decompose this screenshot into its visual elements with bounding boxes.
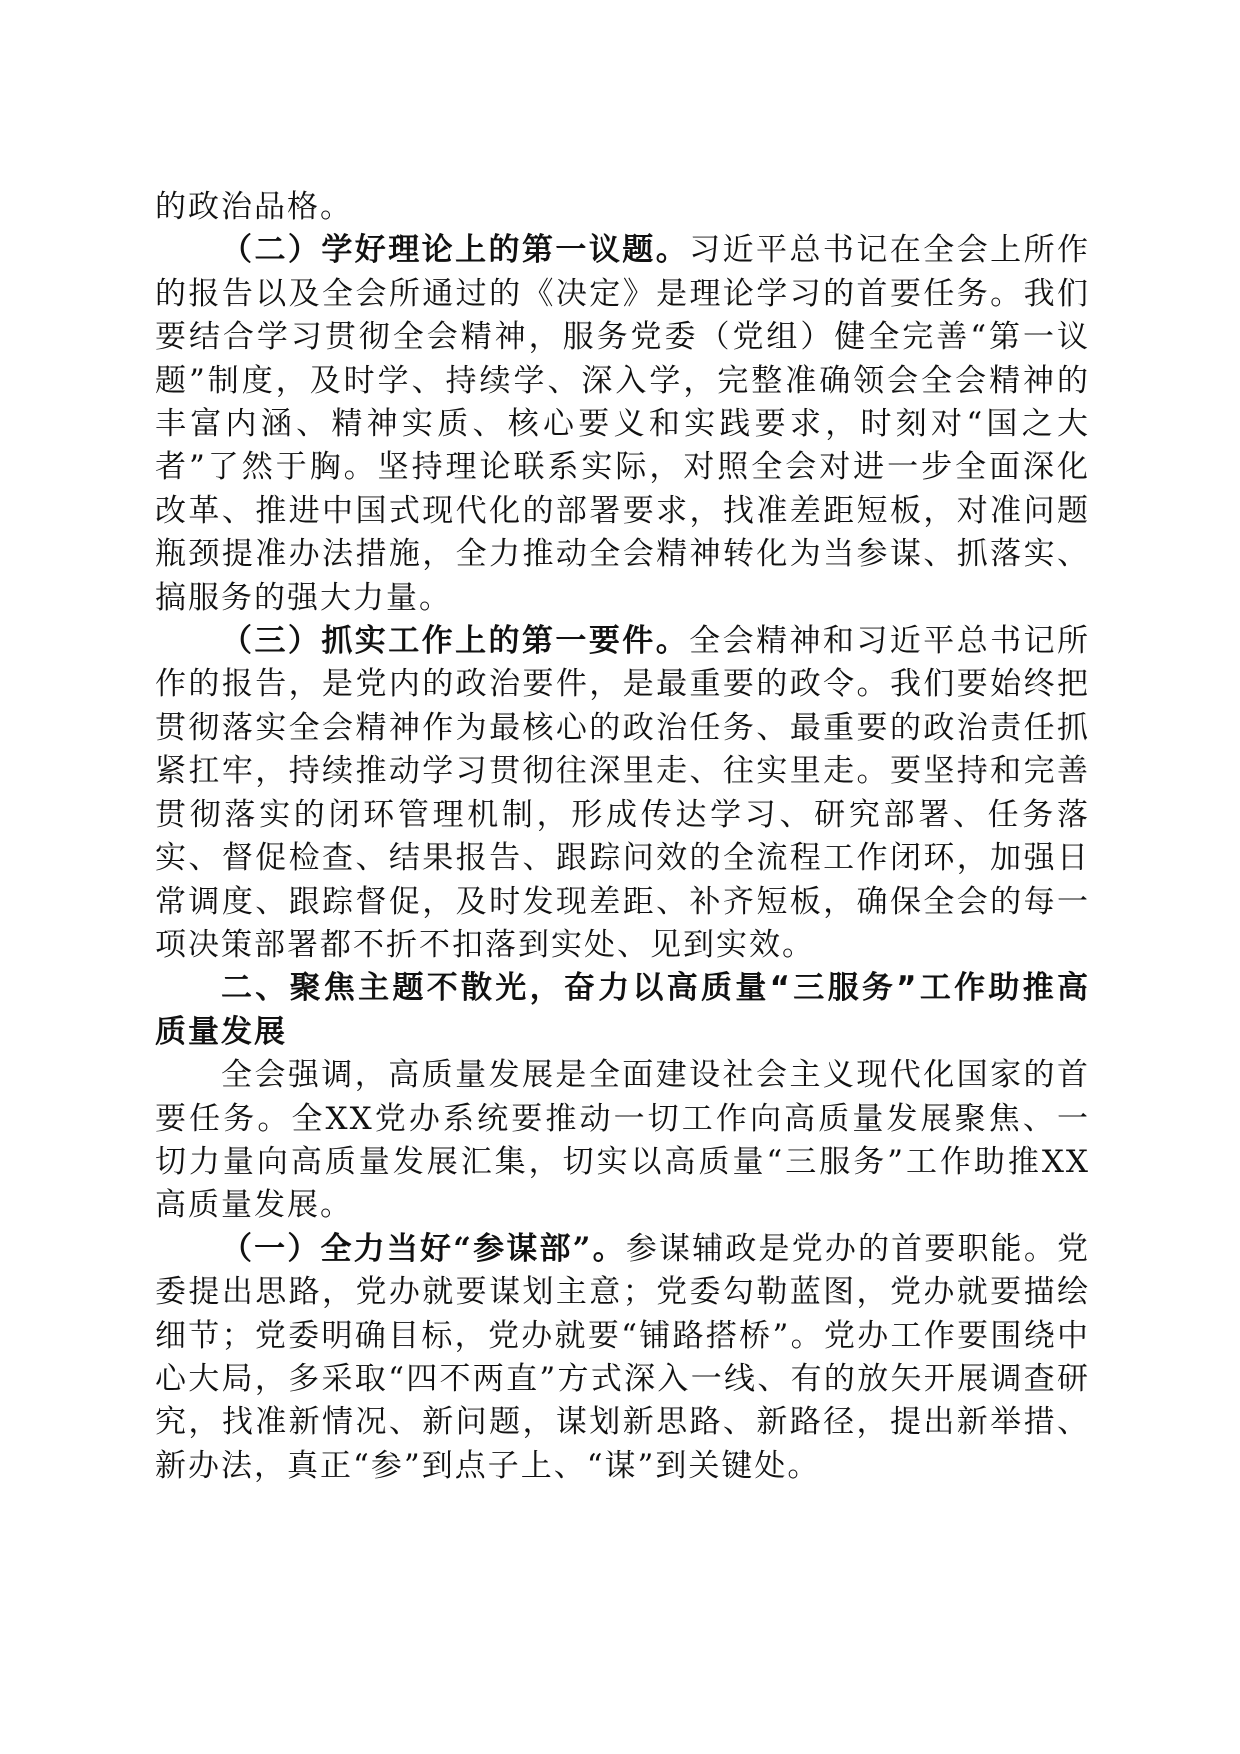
paragraph-intro: 全会强调，高质量发展是全面建设社会主义现代化国家的首要任务。全XX党办系统要推动一切工作向高质量发展聚焦、一切力量向高质量发展汇集，切实以高质量“三服务”工作助推XX高质量发展。 [155,1057,1090,1224]
paragraph-text: 的政治品格。 [155,189,353,225]
paragraph-lead: （二）学好理论上的第一议题。 [221,232,690,269]
paragraph-2 [155,229,1090,620]
paragraph-text: 参谋辅政是党办的首要职能。党委提出思路，党办就要谋划主意；党委勾勒蓝图，党办就要描绘细节；党委明确目标，党办就要“铺路搭桥”。党办工作要围绕中心大局，多采取“四不两直”方式深入一线、有的放矢开展调查研究，找准新情况、新问题，谋划新思路、新路径，提出新举措、新办法，真正“参”到点子上、“谋”到关键处。 [155,1230,1090,1484]
paragraph-lead: （一）全力当好“参谋部”。 [221,1230,626,1267]
paragraph-text: 全会精神和习近平总书记所作的报告，是党内的政治要件，是最重要的政令。我们要始终把贯彻落实全会精神作为最核心的政治任务、最重要的政治责任抓紧扛牢，持续推动学习贯彻往深里走、往实里走。要坚持和完善贯彻落实的闭环管理机制，形成传达学习、研究部署、任务落实、督促检查、结果报告、跟踪问效的全流程工作闭环，加强日常调度、跟踪督促，及时发现差距、补齐短板，确保全会的每一项决策部署都不折不扣落到实处、见到实效。 [155,623,1091,963]
paragraph-lead: （三）抓实工作上的第一要件。 [221,623,690,660]
paragraph-text: 习近平总书记在全会上所作的报告以及全会所通过的《决定》是理论学习的首要任务。我们要结合学习贯彻全会精神，服务党委（党组）健全完善“第一议题”制度，及时学、持续学、深入学，完整准确领会全会精神的丰富内涵、精神实质、核心要义和实践要求，时刻对“国之大者”了然于胸。坚持理论联系实际，对照全会对进一步全面深化改革、推进中国式现代化的部署要求，找准差距短板，对准问题瓶颈提准办法措施，全力推动全会精神转化为当参谋、抓落实、搞服务的强大力量。 [155,232,1091,616]
section-heading: 二、聚焦主题不散光，奋力以高质量“三服务”工作助推高质量发展 [155,970,1090,1050]
paragraph-3 [155,620,1090,967]
document-body [155,186,1090,1488]
paragraph-continuation [155,186,1090,229]
paragraph-1 [155,1228,1090,1488]
